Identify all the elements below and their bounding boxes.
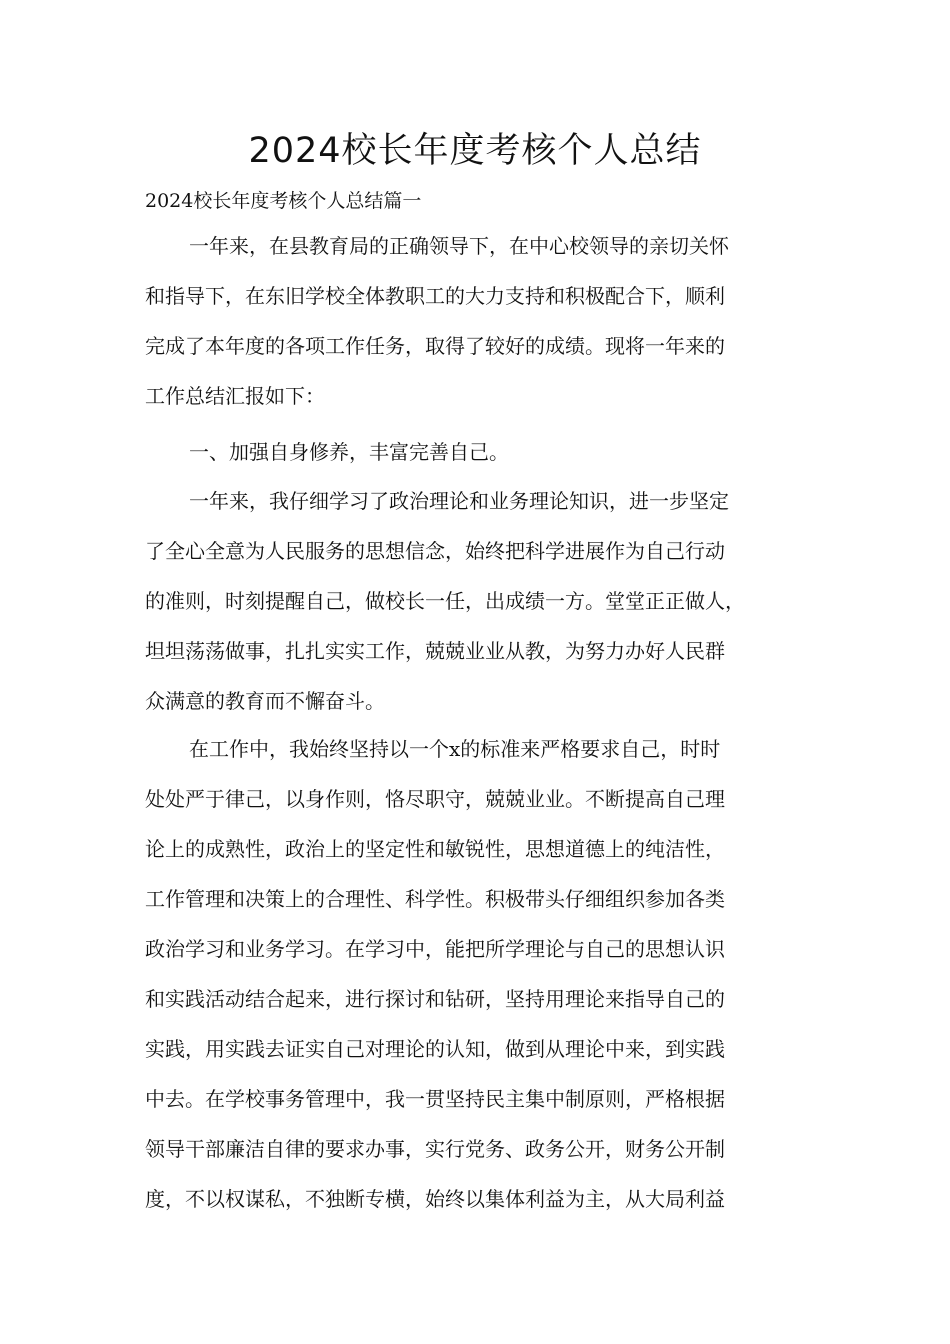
paragraph-work	[145, 724, 805, 1224]
text-line: 论上的成熟性，政治上的坚定性和敏锐性，思想道德上的纯洁性，	[145, 837, 725, 861]
text-line: 了全心全意为人民服务的思想信念，始终把科学进展作为自己行动	[145, 539, 725, 563]
text-line: 政治学习和业务学习。在学习中，能把所学理论与自己的思想认识	[145, 937, 725, 961]
text-line: 和实践活动结合起来，进行探讨和钻研，坚持用理论来指导自己的	[145, 987, 725, 1011]
paragraph-intro	[145, 221, 805, 421]
text-line: 领导干部廉洁自律的要求办事，实行党务、政务公开，财务公开制	[145, 1137, 725, 1161]
text-line: 度，不以权谋私，不独断专横，始终以集体利益为主，从大局利益	[145, 1187, 725, 1211]
text-line: 工作管理和决策上的合理性、科学性。积极带头仔细组织参加各类	[145, 887, 725, 911]
section-heading	[145, 427, 805, 477]
text-line: 在工作中，我始终坚持以一个x的标准来严格要求自己，时时	[189, 737, 721, 761]
text-line: 一年来，在县教育局的正确领导下，在中心校领导的亲切关怀	[189, 234, 729, 258]
section-heading-text: 一、加强自身修养，丰富完善自己。	[189, 440, 509, 464]
text-line: 坦坦荡荡做事，扎扎实实工作，兢兢业业从教，为努力办好人民群	[145, 639, 725, 663]
text-line: 众满意的教育而不懈奋斗。	[145, 689, 385, 713]
text-line: 一年来，我仔细学习了政治理论和业务理论知识，进一步坚定	[189, 489, 729, 513]
document-subtitle: 2024校长年度考核个人总结篇一	[145, 190, 422, 212]
text-line: 完成了本年度的各项工作任务，取得了较好的成绩。现将一年来的	[145, 334, 725, 358]
document-title: 2024校长年度考核个人总结	[248, 131, 702, 171]
paragraph-study	[145, 476, 805, 726]
text-line: 和指导下，在东旧学校全体教职工的大力支持和积极配合下，顺利	[145, 284, 725, 308]
text-line: 的准则，时刻提醒自己，做校长一任，出成绩一方。堂堂正正做人，	[145, 589, 745, 613]
text-line: 实践，用实践去证实自己对理论的认知，做到从理论中来，到实践	[145, 1037, 725, 1061]
text-line: 处处严于律己，以身作则，恪尽职守，兢兢业业。不断提高自己理	[145, 787, 725, 811]
text-line: 工作总结汇报如下：	[145, 384, 325, 408]
text-line: 中去。在学校事务管理中，我一贯坚持民主集中制原则，严格根据	[145, 1087, 725, 1111]
